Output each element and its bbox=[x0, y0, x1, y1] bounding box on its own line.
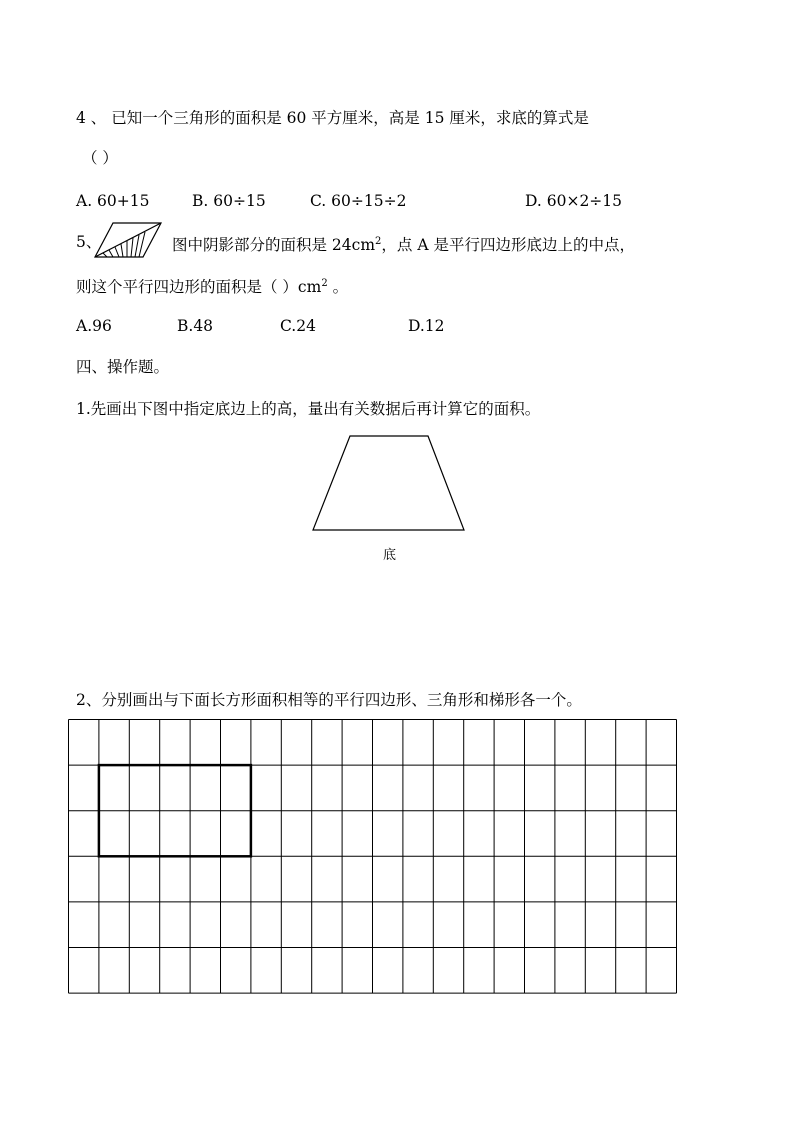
option-d: D.12 bbox=[408, 317, 445, 335]
question-4-text: 4 、 已知一个三角形的面积是 60 平方厘米，高是 15 厘米，求底的算式是 bbox=[76, 109, 589, 127]
question-4-answer-paren: （ ） bbox=[82, 149, 118, 167]
question-5-number: 5、 bbox=[76, 233, 102, 251]
option-d: D. 60×2÷15 bbox=[525, 192, 623, 210]
option-a: A. 60+15 bbox=[76, 192, 150, 210]
question-5-text-line2: 则这个平行四边形的面积是（ ）$cm^2$ 。 bbox=[76, 278, 349, 297]
parallelogram-figure bbox=[95, 221, 163, 259]
option-c: C.24 bbox=[280, 317, 316, 335]
option-b: B. 60÷15 bbox=[192, 192, 266, 210]
operation-2-text: 2、分别画出与下面长方形面积相等的平行四边形、三角形和梯形各一个。 bbox=[76, 691, 582, 709]
base-label: 底 bbox=[383, 548, 397, 563]
operation-1-text: 1.先画出下图中指定底边上的高，量出有关数据后再计算它的面积。 bbox=[76, 400, 541, 418]
trapezoid-figure bbox=[310, 434, 468, 534]
question-5-text: 图中阴影部分的面积是 $24cm^2$，点 A 是平行四边形底边上的中点， bbox=[172, 236, 635, 255]
option-c: C. 60÷15÷2 bbox=[310, 192, 407, 210]
square-grid bbox=[68, 719, 678, 995]
option-b: B.48 bbox=[177, 317, 214, 335]
option-a: A.96 bbox=[76, 317, 112, 335]
section-title: 四、操作题。 bbox=[76, 358, 170, 376]
